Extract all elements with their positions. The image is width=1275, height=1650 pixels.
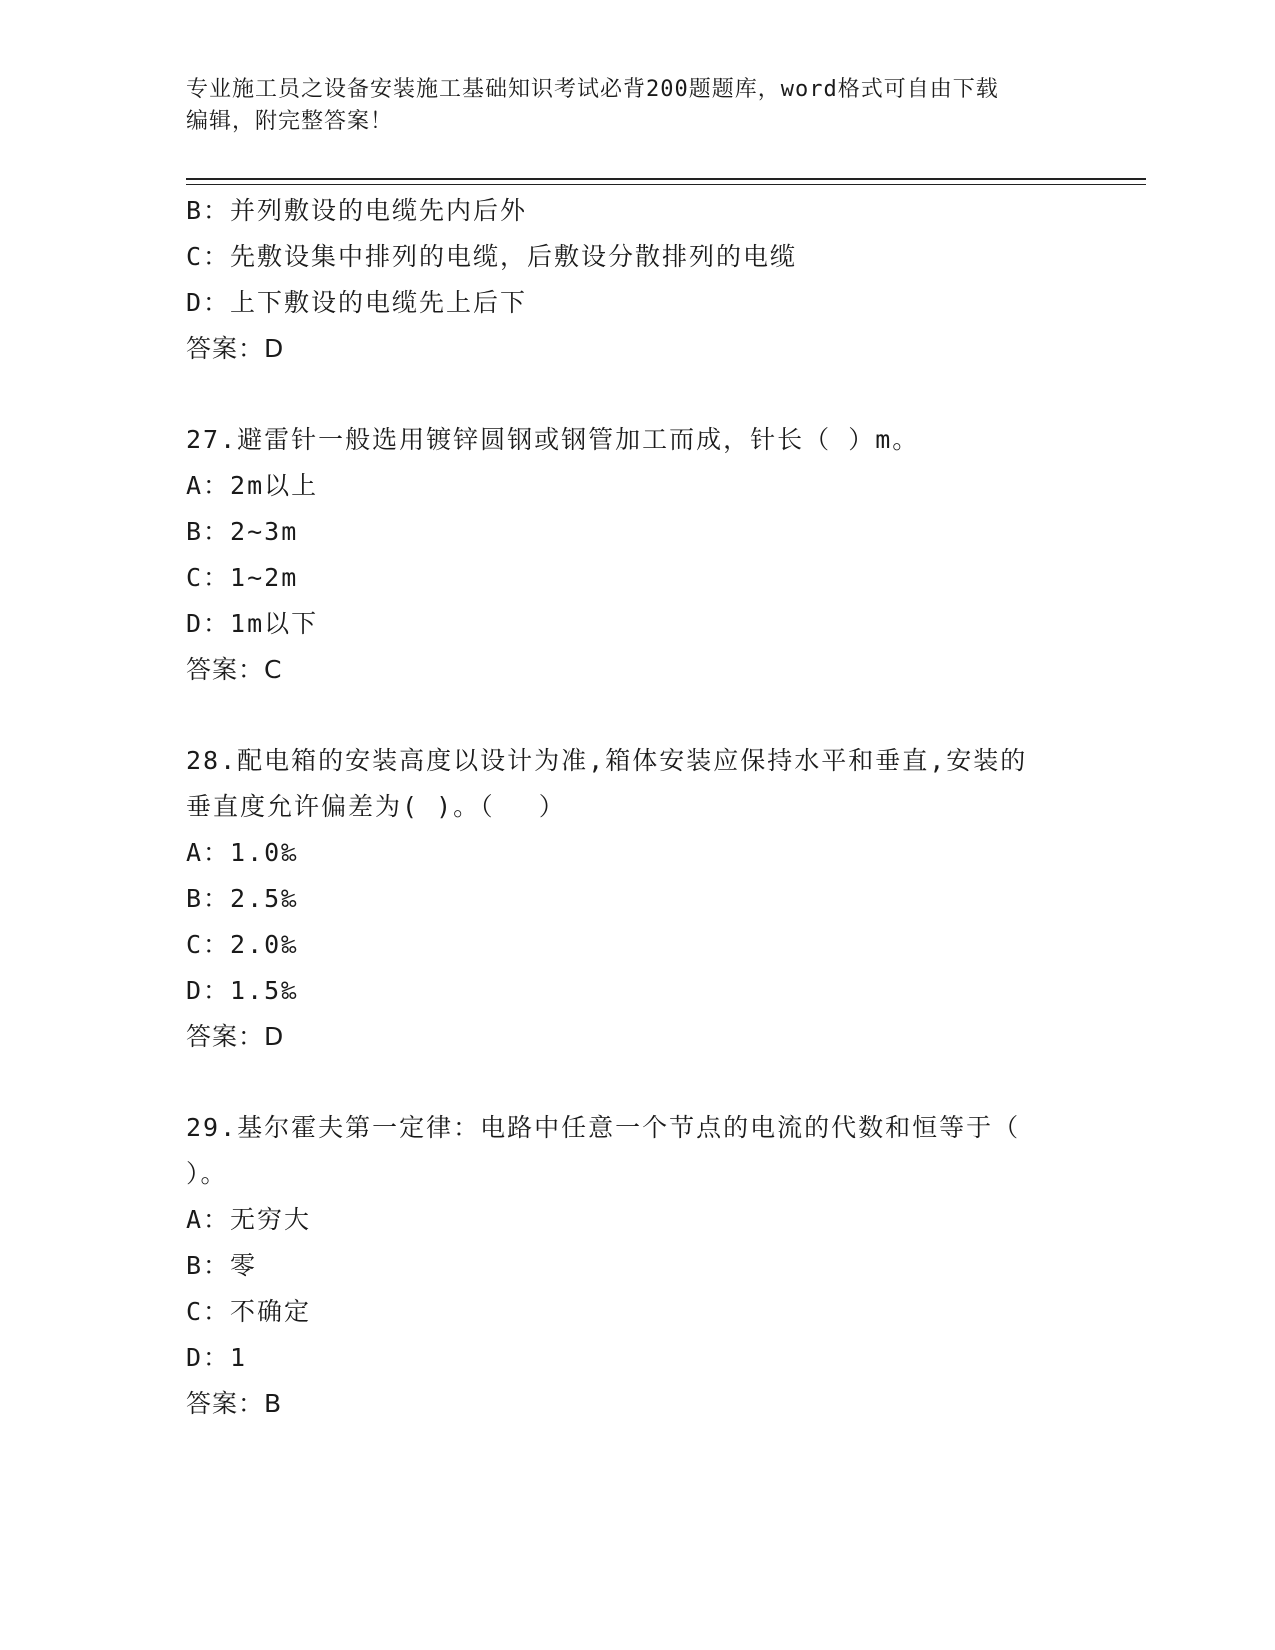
document-header [186, 74, 1086, 138]
option-d: D：1m以下 [186, 609, 319, 638]
document-body [186, 188, 1086, 1427]
option-b: B：2~3m [186, 517, 299, 546]
answer: 答案：D [186, 334, 285, 363]
question-text-line-2: ）。 [186, 1159, 228, 1188]
option-c: C：先敷设集中排列的电缆，后敷设分散排列的电缆 [186, 242, 798, 271]
question-29 [186, 1105, 1086, 1427]
question-text: 27.避雷针一般选用镀锌圆钢或钢管加工而成，针长（ ）m。 [186, 425, 920, 454]
option-a: A：无穷大 [186, 1205, 312, 1234]
option-b: B：并列敷设的电缆先内后外 [186, 196, 528, 225]
option-a: A：2m以上 [186, 471, 319, 500]
question-text-line-2: 垂直度允许偏差为( )。（ ） [186, 792, 566, 821]
spacer [186, 1060, 1086, 1105]
option-c: C：不确定 [186, 1297, 312, 1326]
option-d: D：1.5‰ [186, 976, 299, 1005]
spacer [186, 372, 1086, 417]
question-27 [186, 417, 1086, 693]
option-b: B：2.5‰ [186, 884, 299, 913]
header-line-1: 专业施工员之设备安装施工基础知识考试必背200题题库，word格式可自由下载 [186, 77, 999, 102]
header-divider-thin [186, 184, 1146, 185]
question-text-line-1: 28.配电箱的安装高度以设计为准,箱体安装应保持水平和垂直,安装的 [186, 746, 1028, 775]
header-divider-thick [186, 178, 1146, 180]
option-d: D：上下敷设的电缆先上后下 [186, 288, 528, 317]
spacer [186, 693, 1086, 738]
answer: 答案：C [186, 655, 283, 684]
answer: 答案：D [186, 1022, 285, 1051]
header-line-2: 编辑，附完整答案！ [186, 109, 394, 134]
option-a: A：1.0‰ [186, 838, 299, 867]
option-c: C：2.0‰ [186, 930, 299, 959]
answer: 答案：B [186, 1389, 283, 1418]
option-d: D：1 [186, 1343, 248, 1372]
option-c: C：1~2m [186, 563, 299, 592]
question-text-line-1: 29.基尔霍夫第一定律：电路中任意一个节点的电流的代数和恒等于（ [186, 1113, 1021, 1142]
prev-question [186, 188, 1086, 372]
question-28 [186, 738, 1086, 1060]
option-b: B：零 [186, 1251, 258, 1280]
